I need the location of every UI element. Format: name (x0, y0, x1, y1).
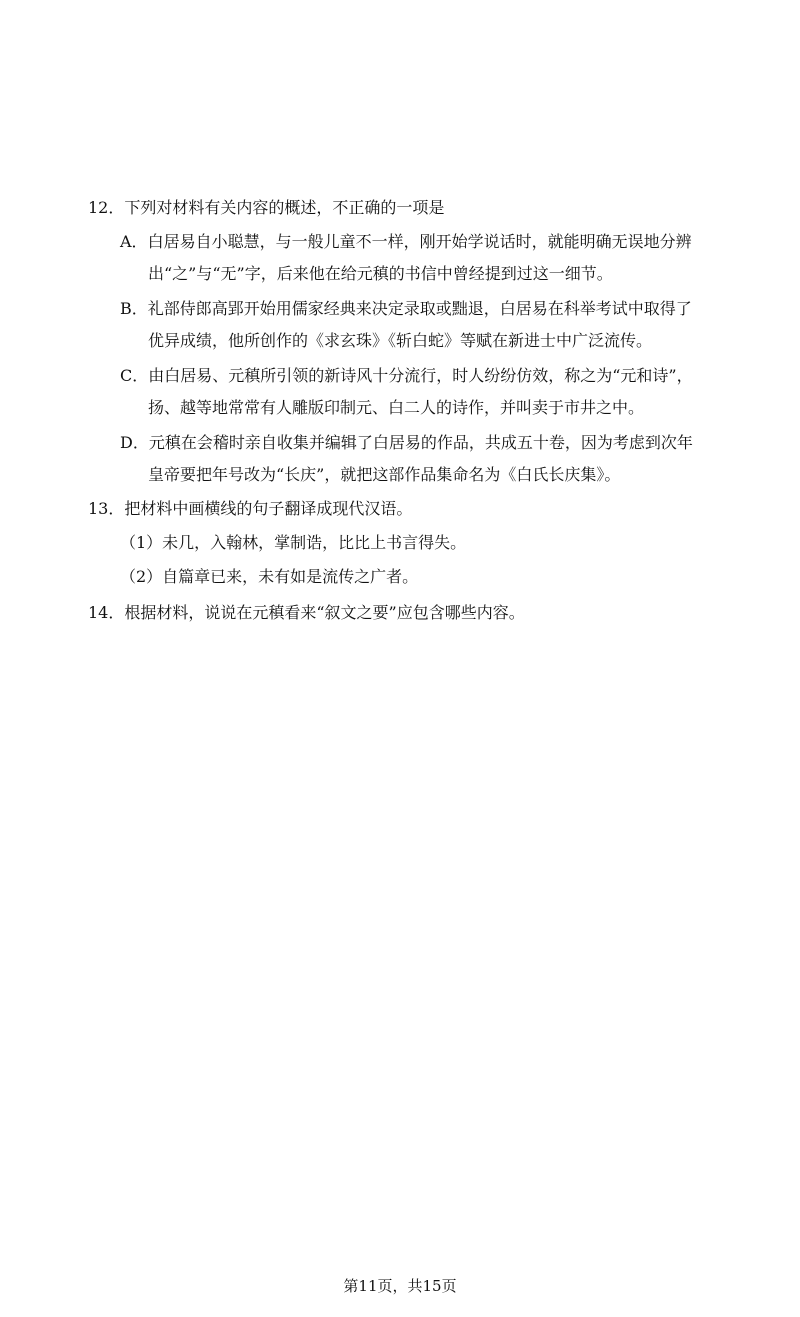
question-12-number: 12． (88, 198, 125, 217)
question-12-option-b (120, 297, 692, 321)
question-12-option-c (120, 364, 693, 388)
question-12-option-a (120, 230, 692, 254)
option-a-line2: 出“之”与“无”字，后来他在给元稹的书信中曾经提到过这一细节。 (148, 264, 613, 283)
question-14 (88, 601, 525, 625)
option-a-line1: 白居易自小聪慧，与一般儿童不一样，刚开始学说话时，就能明确无误地分辨 (147, 232, 692, 251)
question-13-item-2: （2）自篇章已来，未有如是流传之广者。 (120, 567, 419, 586)
question-13-item-1: （1）未几，入翰林，掌制诰，比比上书言得失。 (120, 533, 467, 552)
question-12-option-d-cont (148, 463, 620, 487)
question-12-option-d (120, 431, 693, 455)
question-12-option-b-cont (148, 329, 652, 353)
option-a-letter: A． (120, 232, 148, 251)
option-c-line2: 扬、越等地常常有人雕版印制元、白二人的诗作，并叫卖于市井之中。 (148, 398, 645, 417)
question-14-number: 14． (88, 603, 125, 622)
option-b-line2: 优异成绩，他所创作的《求玄珠》《斩白蛇》等赋在新进士中广泛流传。 (148, 331, 653, 350)
question-13-number: 13． (88, 499, 125, 518)
question-12-option-c-cont (148, 396, 644, 420)
option-b-line1: 礼部侍郎高郢开始用儒家经典来决定录取或黜退，白居易在科举考试中取得了 (147, 299, 692, 318)
page-number-footer: 第11页，共15页 (343, 1277, 457, 1295)
option-d-letter: D． (120, 433, 149, 452)
option-d-line2: 皇帝要把年号改为“长庆”，就把这部作品集命名为《白氏长庆集》。 (148, 465, 621, 484)
option-d-line1: 元稹在会稽时亲自收集并编辑了白居易的作品，共成五十卷，因为考虑到次年 (148, 433, 693, 452)
question-12-stem: 下列对材料有关内容的概述，不正确的一项是 (124, 198, 445, 217)
question-12-option-a-cont (148, 262, 613, 286)
option-b-letter: B． (120, 299, 148, 318)
question-12 (88, 196, 444, 220)
option-c-line1: 由白居易、元稹所引领的新诗风十分流行，时人纷纷仿效，称之为“元和诗”， (148, 366, 693, 385)
question-13-stem: 把材料中画横线的句子翻译成现代汉语。 (124, 499, 413, 518)
question-13 (88, 497, 412, 521)
option-c-letter: C． (120, 366, 149, 385)
question-14-stem: 根据材料，说说在元稹看来“叙文之要”应包含哪些内容。 (124, 603, 525, 622)
